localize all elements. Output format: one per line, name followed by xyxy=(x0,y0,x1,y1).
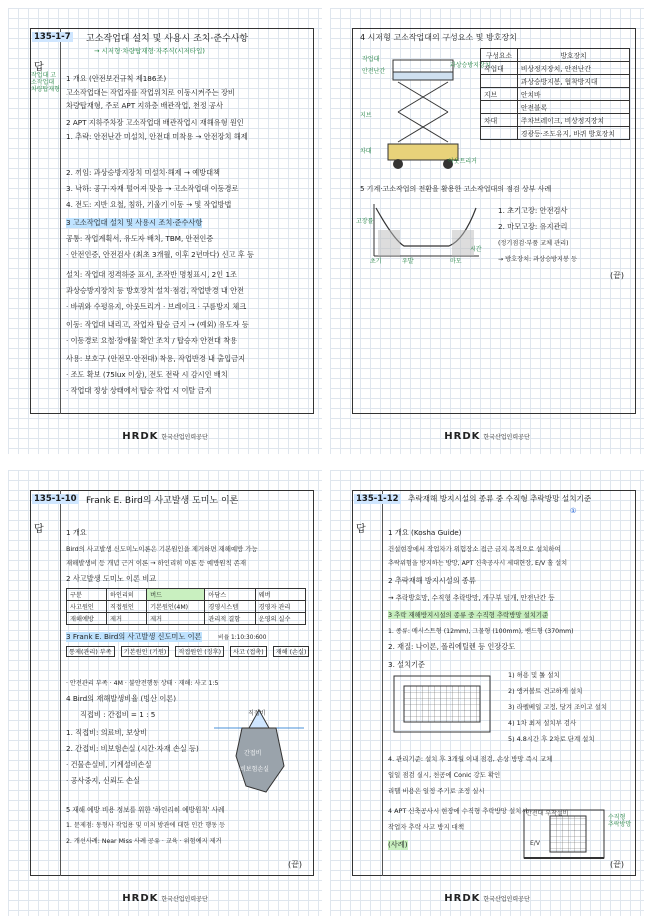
criteria-item: 4) 1차 최저 설치부 검사 xyxy=(508,719,577,727)
domino-block: 직접원인 (징후) xyxy=(175,646,224,657)
line: → 추락방호망, 수직형 추락방망, 개구부 덮개, 안전난간 등 xyxy=(388,594,555,602)
answer-mark: 답 xyxy=(34,524,44,535)
question-subtitle: → 시저형·차량탑재형·자주식(시저타입) xyxy=(94,47,205,55)
line: 설치: 작업대 정격하중 표시, 조작반 명칭표시, 2인 1조 xyxy=(66,270,237,279)
line: 3. 설치기준 xyxy=(388,660,425,669)
diagram-label: 안전대 부착설비 xyxy=(526,810,569,817)
section-heading: 4 시저형 고소작업대의 구성요소 및 방호장치 xyxy=(360,33,517,42)
line: · 공사중지, 신뢰도 손실 xyxy=(66,776,140,785)
line: 1 개요 (안전보건규칙 제186조) xyxy=(66,74,167,83)
diagram-label: 과상승방지장치 xyxy=(450,62,491,69)
line: 3. 낙하: 공구·자재 떨어져 맞음 → 고소작업대 이동경로 xyxy=(66,184,239,193)
line: 사용: 보호구 (안전모·안전대) 착용, 작업반경 내 출입금지 xyxy=(66,354,246,363)
line: 고소작업대는 작업자를 작업위치로 이동시켜주는 장비 xyxy=(66,88,235,97)
line: · 바퀴와 수평유지, 아웃트리거 · 브레이크 · 구름방지 체크 xyxy=(66,302,247,311)
line: 일일 점검 실시, 천공에 Conic 강도 확인 xyxy=(388,771,501,779)
line: 1. 문제점: 동형사 작업용 및 미처 방관에 대한 인간 행동 등 xyxy=(66,822,226,829)
diagram-label: 아웃트리거 xyxy=(448,158,477,165)
line: 직접비 : 간접비 = 1 : 5 xyxy=(80,710,156,719)
diagram-label: 작업대 xyxy=(362,56,380,63)
section-heading: 3 추락 재해방지시설의 종류 중 수직형 추락방망 설치기준 xyxy=(388,611,549,619)
footer-logo: HRDK 한국산업인력공단 xyxy=(444,893,530,904)
badge: ① xyxy=(570,506,577,515)
line: 1. 추락: 안전난간 미설치, 안전대 미착용 → 안전장치 해제 xyxy=(66,132,248,141)
section-heading: 4 Bird의 재해발생비율 (빙산 이론) xyxy=(66,694,177,703)
question-title: Frank E. Bird의 사고발생 도미노 이론 xyxy=(86,496,239,506)
domino-block: 사고 (접촉) xyxy=(230,646,267,657)
section-heading: 3 고소작업대 설치 및 사용시 조치·준수사항 xyxy=(66,218,203,227)
section-heading: 2 사고발생 도미노 이론 비교 xyxy=(66,574,157,583)
domino-block: 재해 (손실) xyxy=(273,646,310,657)
section-heading: 5 기계·고소작업의 전환을 활용한 고소작업대의 점검 상부 사례 xyxy=(360,185,552,193)
line: 2. 간접비: 비보험손실 (시간·자재 손실 등) xyxy=(66,744,199,753)
question-number: 135-1-12 xyxy=(356,494,399,504)
footer-logo: HRDK 한국산업인력공단 xyxy=(122,431,208,442)
diagram-label: 지브 xyxy=(360,112,372,119)
line: · 이동경로 요철·장애물 확인 조치 / 탑승자 안전대 착용 xyxy=(66,336,238,345)
question-number: 135-1-10 xyxy=(34,494,77,504)
line: 2. 끼임: 과상승방지장치 미설치·해제 → 예방대책 xyxy=(66,168,220,177)
line: 과상승방지장치 등 방호장치 설치·점검, 작업반경 내 안전 xyxy=(66,286,244,295)
criteria-item: 1) 허용 및 톨 설치 xyxy=(508,671,560,679)
line: 1. 초기고장: 안전검사 xyxy=(498,206,568,215)
answer-mark: 답 xyxy=(34,62,44,73)
margin-line xyxy=(60,490,61,876)
section-heading: 1 개요 (Kosha Guide) xyxy=(388,528,462,537)
curve-label: 고장률 xyxy=(356,218,374,225)
section-heading: 3 Frank E. Bird의 사고발생 신도미노 이론 xyxy=(66,632,202,641)
diagram-label: 안전난간 xyxy=(362,68,386,75)
curve-label: 우발 xyxy=(402,258,414,265)
line: 이동: 작업대 내리고, 작업자 탑승 금지 → (예외) 유도자 등 xyxy=(66,320,249,329)
diagram-label: 차대 xyxy=(360,148,372,155)
diagram-label: E/V xyxy=(530,840,540,847)
components-table: 구성요소 방호장치 작업대 비상정지장치, 안전난간 과상승방지봉, 협착방지대 지브 안치바 안전블록 차대 주차브레이크, 비상정지장치 경광등·조도유지, 바퀴 방호장치 xyxy=(480,48,630,140)
line: · 건물손실비, 기계설비손실 xyxy=(66,760,152,769)
line: 재해발생비 등 개념 근거 이론 → 하인리히 이론 등 예방원칙 존재 xyxy=(66,559,247,567)
criteria-item: 5) 4.8시간 후 2차로 단계 설치 xyxy=(508,735,595,743)
line: Bird의 사고발생 신도미노이론은 기본원인을 제거하면 재해예방 가능 xyxy=(66,545,258,553)
line: 1. 종류: 메시스트형 (12mm), 그물형 (100mm), 밴드형 (370mm) xyxy=(388,628,574,635)
bathtub-curve xyxy=(364,200,484,266)
iceberg-label: 직접비 xyxy=(248,710,266,717)
net-installation-diagram xyxy=(392,674,492,734)
diagram-label: 수직형 추락방망 xyxy=(608,814,632,828)
footer-logo: HRDK 한국산업인력공단 xyxy=(444,431,530,442)
line: 2. 마모고장: 유지관리 xyxy=(498,222,568,231)
section-heading: 1 개요 xyxy=(66,528,87,537)
case-label: (사례) xyxy=(388,840,408,849)
line: · 조도 확보 (75lux 이상), 전도 전락 시 감시인 배치 xyxy=(66,370,228,379)
end-mark: (끝) xyxy=(610,271,624,280)
curve-label: 시간 xyxy=(470,246,482,253)
page-1 xyxy=(8,8,322,454)
section-heading: 5 재해 예방 비용 정보를 위한 '하인리히 예방원칙' 사례 xyxy=(66,806,225,814)
curve-label: 초기 xyxy=(370,258,382,265)
line: 차량탑재형, 주로 APT 지하층 배관작업, 천정 공사 xyxy=(66,101,223,110)
question-number: 135-1-7 xyxy=(34,32,71,42)
question-title: 고소작업대 설치 및 사용시 조치·준수사항 xyxy=(86,34,249,44)
line: 4. 전도: 지반 요철, 침하, 기울기 이동 → 및 작업방법 xyxy=(66,200,232,209)
end-mark: (끝) xyxy=(288,860,302,869)
line: · 작업대 정상 상태에서 탑승 작업 시 이탈 금지 xyxy=(66,386,212,395)
criteria-item: 3) 라펠베일 고정, 당겨 조이고 설치 xyxy=(508,703,608,711)
page-2 xyxy=(330,8,644,454)
line: · 안전관리 부족 · 4M · 불안전행동 상태 · 재해: 사고 1:5 xyxy=(66,680,219,687)
line: 리헬 비용은 일정 주기로 조정 실시 xyxy=(388,787,485,795)
line: 2. 개선사례: Near Miss 사례 공유 · 교육 · 위험예지 제거 xyxy=(66,838,222,845)
margin-line xyxy=(382,490,383,876)
side-note: 작업대 고소작업대 차량탑재형 xyxy=(31,72,60,93)
section-heading: 2 APT 지하주차장 고소작업대 배관작업시 재해유형 원인 xyxy=(66,118,244,127)
line: (정기점검·부품 교체 관리) xyxy=(498,240,569,247)
iceberg-label: 간접비 xyxy=(244,750,262,757)
line: → 방호장치: 과상승방지봉 등 xyxy=(498,256,577,263)
end-mark: (끝) xyxy=(610,860,624,869)
line: 건설현장에서 작업자가 위험장소 접근 금지 목적으로 설치하여 xyxy=(388,545,561,553)
line: 1. 직접비: 의료비, 보상비 xyxy=(66,728,147,737)
section-heading: 2 추락재해 방지시설의 종류 xyxy=(388,576,476,585)
curve-label: 마모 xyxy=(450,258,462,265)
line: 2. 재질: 나이론, 폴리에틸렌 등 인장강도 xyxy=(388,642,516,651)
domino-block: 기본원인 (기원) xyxy=(121,646,170,657)
domino-block: 통제(관리) 부족 xyxy=(66,646,115,657)
footer-logo: HRDK 한국산업인력공단 xyxy=(122,893,208,904)
ratio-note: 비율 1:10:30:600 xyxy=(218,635,267,641)
page-3 xyxy=(8,470,322,916)
criteria-item: 2) 앵커볼트 견고하게 설치 xyxy=(508,687,583,695)
section-heading: 4 APT 신축공사시 현장에 수직형 추락방망 설치시 xyxy=(388,807,528,815)
domino-comparison-table: 구분 하인리히 버드 아담스 웨버 사고원인 직접원인 기본원인(4M) 경영시스템 경영자 관리 재해예방 제거 제거 관리적 결함 운영의 실수 xyxy=(66,588,306,625)
question-title: 추락재해 방지시설의 종류 중 수직형 추락방망 설치기준 xyxy=(408,494,592,503)
line: 4. 관리기준: 설치 후 3개월 이내 점검, 손상 방망 즉시 교체 xyxy=(388,755,553,763)
line: 공통: 작업계획서, 유도자 배치, TBM, 안전인증 xyxy=(66,234,214,243)
page-4 xyxy=(330,470,644,916)
answer-mark: 답 xyxy=(356,524,366,535)
line: 작업자 추락 사고 방지 대책 xyxy=(388,823,465,831)
domino-chain xyxy=(66,646,309,657)
line: 추락위험을 방지하는 방망, APT 신축공사시 세대현장, E/V 홀 설치 xyxy=(388,560,568,567)
iceberg-label: 비보험손실 xyxy=(240,766,269,773)
line: · 안전인증, 안전검사 (최초 3개월, 이후 2년마다) 신고 후 등 xyxy=(66,250,254,259)
